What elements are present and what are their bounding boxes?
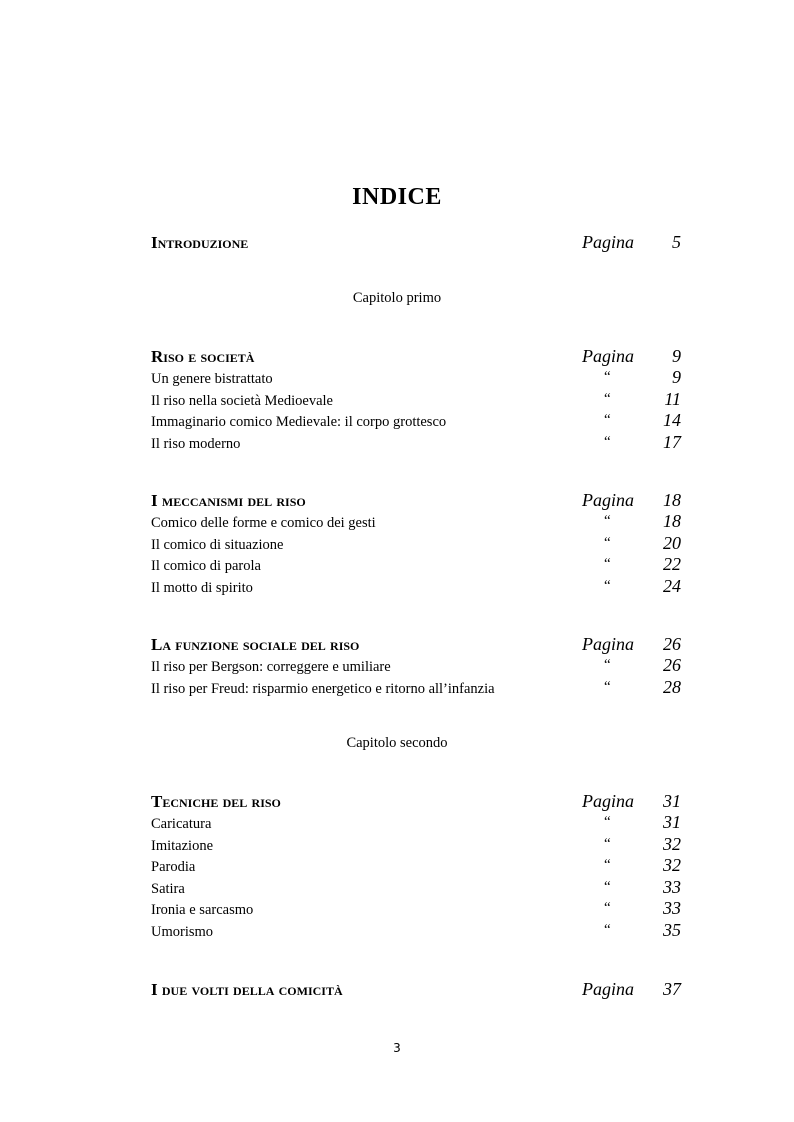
toc-entry-label: Il riso per Freud: risparmio energetico e ritorno all’infanzia bbox=[151, 681, 495, 697]
toc-heading-label: Riso e società bbox=[151, 347, 255, 366]
page-word: Pagina bbox=[582, 232, 634, 252]
toc-heading-row[interactable] bbox=[0, 976, 794, 1000]
toc-entry-label: Il riso nella società Medioevale bbox=[151, 393, 333, 409]
page-number: 17 bbox=[663, 432, 681, 452]
toc-entry-label: Il motto di spirito bbox=[151, 580, 253, 596]
ditto-mark: “ bbox=[604, 922, 611, 938]
page-number: 32 bbox=[663, 834, 681, 854]
page-number: 22 bbox=[663, 554, 681, 574]
toc-entry-row[interactable] bbox=[0, 852, 794, 876]
page-number: 33 bbox=[663, 898, 681, 918]
page-number: 20 bbox=[663, 533, 681, 553]
toc-entry-row[interactable] bbox=[0, 508, 794, 532]
page-number: 18 bbox=[663, 490, 681, 510]
footer-page-number: 3 bbox=[393, 1041, 401, 1055]
page-number: 35 bbox=[663, 920, 681, 940]
ditto-mark: “ bbox=[604, 836, 611, 852]
chapter-label: Capitolo primo bbox=[352, 290, 442, 306]
page-title: INDICE bbox=[352, 184, 442, 210]
page-number: 9 bbox=[672, 367, 681, 387]
toc-entry-label: Imitazione bbox=[151, 838, 214, 854]
ditto-mark: “ bbox=[604, 578, 611, 594]
toc-entry-label: Il riso moderno bbox=[151, 436, 241, 452]
ditto-mark: “ bbox=[604, 900, 611, 916]
toc-entry-row[interactable] bbox=[0, 917, 794, 941]
chapter-label: Capitolo secondo bbox=[346, 735, 448, 751]
page-word: Pagina bbox=[582, 634, 634, 654]
ditto-mark: “ bbox=[604, 412, 611, 428]
toc-entry-row[interactable] bbox=[0, 364, 794, 388]
toc-entry-row[interactable] bbox=[0, 674, 794, 698]
page-number: 28 bbox=[663, 677, 681, 697]
toc-heading-row[interactable] bbox=[0, 229, 794, 253]
page-word: Pagina bbox=[582, 791, 634, 811]
toc-entry-label: Il comico di parola bbox=[151, 558, 261, 574]
toc-entry-row[interactable] bbox=[0, 652, 794, 676]
toc-entry-label: Satira bbox=[151, 881, 185, 897]
toc-heading-label: I due volti della comicità bbox=[151, 980, 343, 999]
page-word: Pagina bbox=[582, 979, 634, 999]
toc-entry-label: Ironia e sarcasmo bbox=[151, 902, 254, 918]
toc-entry-row[interactable] bbox=[0, 809, 794, 833]
toc-entry-row[interactable] bbox=[0, 551, 794, 575]
toc-entry-label: Comico delle forme e comico dei gesti bbox=[151, 515, 376, 531]
toc-heading-label: Tecniche del riso bbox=[151, 792, 281, 811]
toc-entry-label: Il comico di situazione bbox=[151, 537, 284, 553]
page-number: 14 bbox=[663, 410, 681, 430]
toc-entry-label: Il riso per Bergson: correggere e umiliare bbox=[151, 659, 391, 675]
ditto-mark: “ bbox=[604, 857, 611, 873]
page-number: 37 bbox=[663, 979, 681, 999]
page-word: Pagina bbox=[582, 490, 634, 510]
toc-entry-row[interactable] bbox=[0, 429, 794, 453]
ditto-mark: “ bbox=[604, 391, 611, 407]
toc-entry-label: Caricatura bbox=[151, 816, 212, 832]
toc-entry-label: Immaginario comico Medievale: il corpo grottesco bbox=[151, 414, 447, 430]
page-number: 32 bbox=[663, 855, 681, 875]
page-word: Pagina bbox=[582, 346, 634, 366]
toc-entry-label: Un genere bistrattato bbox=[151, 371, 273, 387]
page-number: 26 bbox=[663, 634, 681, 654]
page-number: 31 bbox=[663, 812, 681, 832]
ditto-mark: “ bbox=[604, 369, 611, 385]
toc-heading-label: I meccanismi del riso bbox=[151, 491, 306, 510]
ditto-mark: “ bbox=[604, 434, 611, 450]
page-number: 33 bbox=[663, 877, 681, 897]
toc-heading-label: La funzione sociale del riso bbox=[151, 635, 360, 654]
ditto-mark: “ bbox=[604, 556, 611, 572]
toc-heading-label: Introduzione bbox=[151, 233, 249, 252]
page-number: 24 bbox=[663, 576, 681, 596]
ditto-mark: “ bbox=[604, 679, 611, 695]
ditto-mark: “ bbox=[604, 814, 611, 830]
page-number: 5 bbox=[672, 232, 681, 252]
toc-entry-row[interactable] bbox=[0, 573, 794, 597]
page-number: 9 bbox=[672, 346, 681, 366]
ditto-mark: “ bbox=[604, 879, 611, 895]
ditto-mark: “ bbox=[604, 657, 611, 673]
toc-entry-label: Umorismo bbox=[151, 924, 214, 940]
page-number: 11 bbox=[664, 389, 681, 409]
ditto-mark: “ bbox=[604, 513, 611, 529]
toc-entry-row[interactable] bbox=[0, 895, 794, 919]
page-number: 26 bbox=[663, 655, 681, 675]
ditto-mark: “ bbox=[604, 535, 611, 551]
page-number: 18 bbox=[663, 511, 681, 531]
toc-entry-label: Parodia bbox=[151, 859, 196, 875]
page-number: 31 bbox=[663, 791, 681, 811]
toc-entry-row[interactable] bbox=[0, 407, 794, 431]
